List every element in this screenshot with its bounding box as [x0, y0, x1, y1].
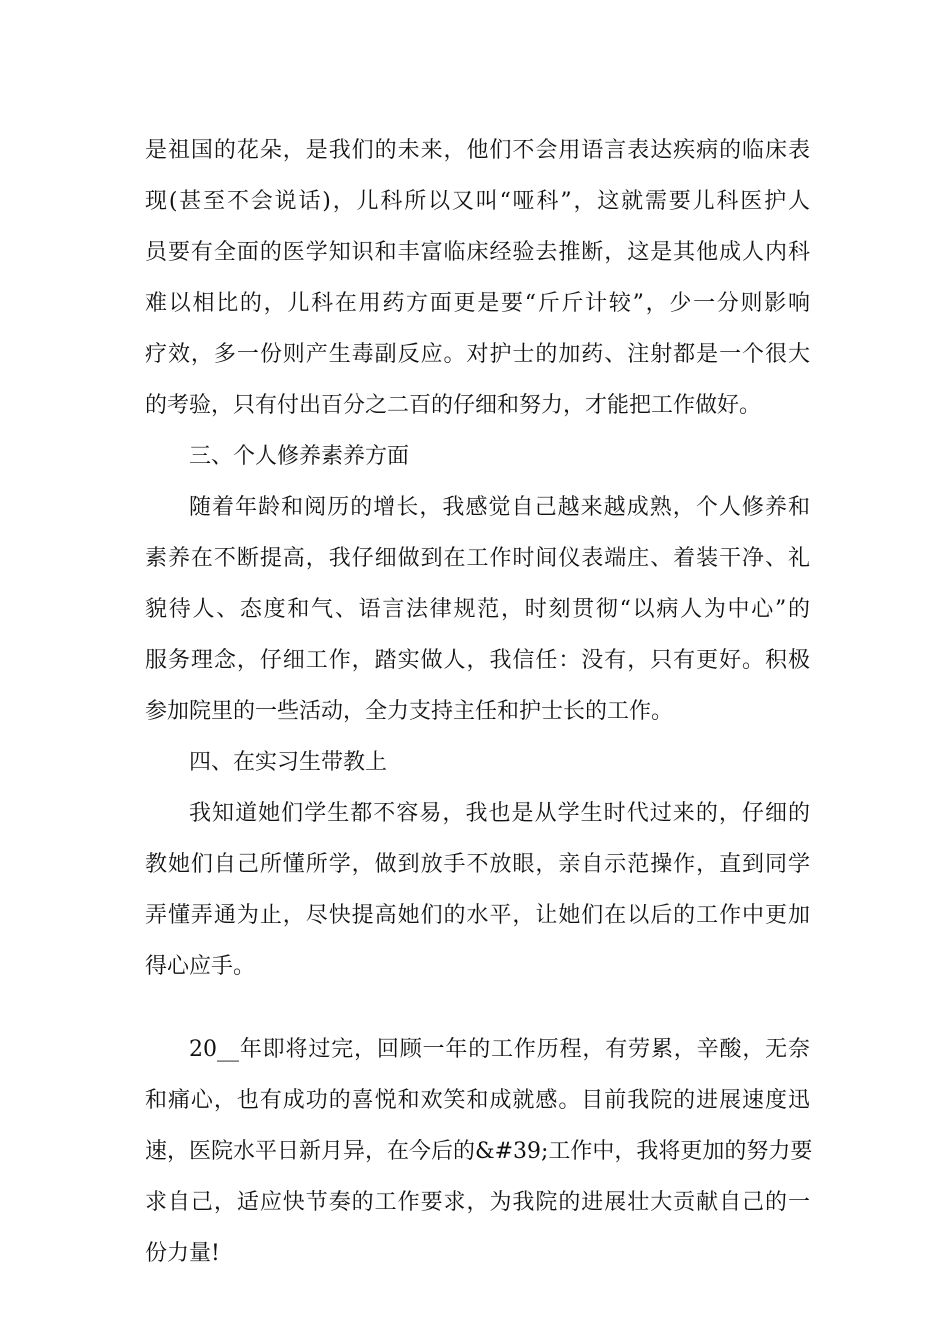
text-line: 现(甚至不会说话)，儿科所以又叫“哑科”，这就需要儿科医护人 [145, 189, 810, 214]
text-line: 和痛心，也有成功的喜悦和欢笑和成就感。目前我院的进展速度迅 [145, 1088, 810, 1113]
text-line: 随着年龄和阅历的增长，我感觉自己越来越成熟，个人修养和 [189, 495, 810, 520]
section-heading: 三、个人修养素养方面 [189, 444, 410, 469]
text-line: 我知道她们学生都不容易，我也是从学生时代过来的，仔细的 [189, 801, 810, 826]
text-line: 是祖国的花朵，是我们的未来，他们不会用语言表达疾病的临床表 [145, 138, 810, 163]
text-line: 求自己，适应快节奏的工作要求，为我院的进展壮大贡献自己的一 [145, 1190, 810, 1215]
text-line: 教她们自己所懂所学，做到放手不放眼，亲自示范操作，直到同学 [145, 852, 810, 877]
section-heading: 四、在实习生带教上 [189, 750, 388, 775]
text-line: 疗效，多一份则产生毒副反应。对护士的加药、注射都是一个很大 [145, 342, 810, 367]
text-line: 貌待人、态度和气、语言法律规范，时刻贯彻“以病人为中心”的 [145, 597, 810, 622]
text-line: 参加院里的一些活动，全力支持主任和护士长的工作。 [145, 699, 674, 724]
text-line: 20__年即将过完，回顾一年的工作历程，有劳累，辛酸，无奈 [189, 1037, 810, 1062]
text-line: 得心应手。 [145, 954, 256, 979]
text-line: 服务理念，仔细工作，踏实做人，我信任：没有，只有更好。积极 [145, 648, 810, 673]
text-line: 弄懂弄通为止，尽快提高她们的水平，让她们在以后的工作中更加 [145, 903, 810, 928]
text-line: 份力量! [145, 1241, 220, 1266]
text-line: 速，医院水平日新月异，在今后的&#39;工作中，我将更加的努力要 [145, 1139, 813, 1164]
text-line: 员要有全面的医学知识和丰富临床经验去推断，这是其他成人内科 [145, 240, 810, 265]
text-line: 素养在不断提高，我仔细做到在工作时间仪表端庄、着装干净、礼 [145, 546, 810, 571]
text-line: 的考验，只有付出百分之二百的仔细和努力，才能把工作做好。 [145, 393, 762, 418]
text-line: 难以相比的，儿科在用药方面更是要“斤斤计较”，少一分则影响 [145, 291, 810, 316]
